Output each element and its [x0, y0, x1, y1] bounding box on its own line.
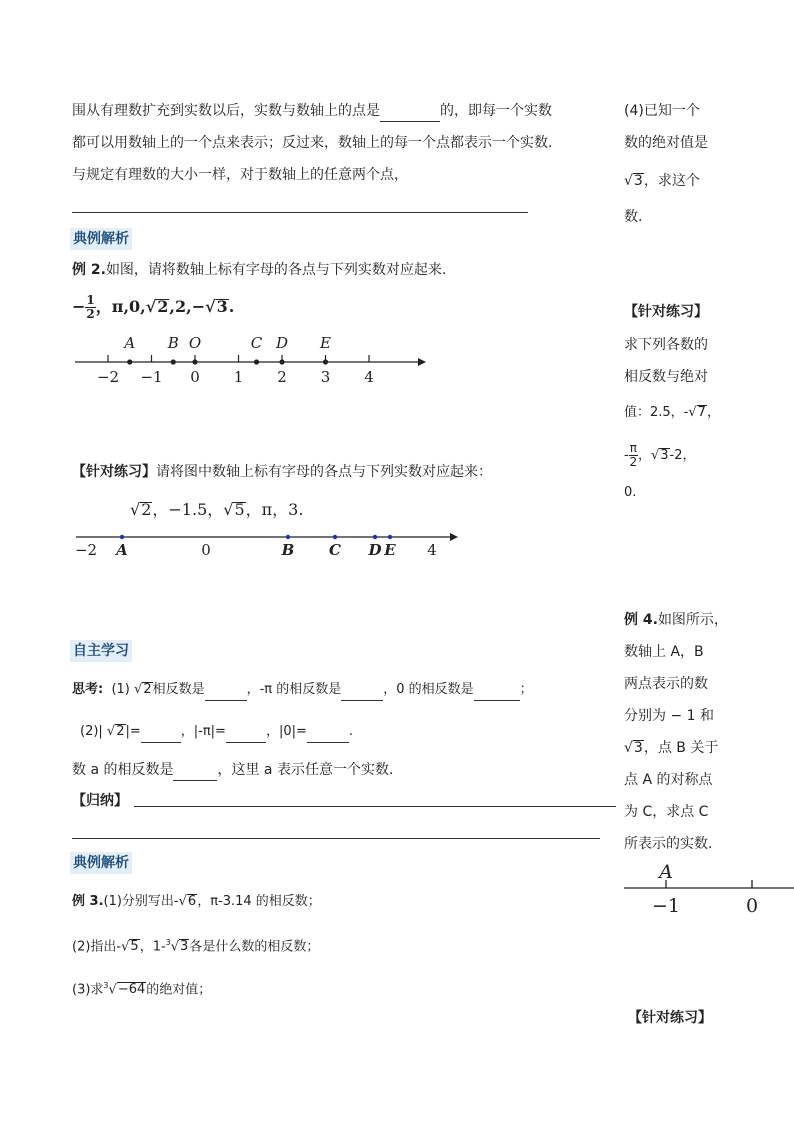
example-4-line-8: 所表示的实数. [624, 836, 713, 852]
example-4-line-3: 两点表示的数 [624, 676, 708, 692]
practice-right-line-2: 相反数与绝对 [624, 369, 708, 385]
tick-label: 0 [201, 541, 211, 559]
tick-label: 1 [233, 368, 244, 386]
point-label: C [250, 334, 263, 352]
point-E [323, 359, 328, 364]
number-line-1 [70, 330, 430, 390]
point-C [254, 359, 259, 364]
blank [307, 722, 349, 743]
example-3-part-3: (3)求$^3$√−64的绝对值； [72, 981, 212, 998]
intro-line-2: 都可以用数轴上的一个点来表示；反过来，数轴上的每一个点都表示一个实数. [72, 135, 553, 151]
point-A [120, 535, 124, 539]
tick-label: 2 [277, 368, 287, 386]
section-heading-self-study: 自主学习 [70, 640, 132, 662]
practice-label-right: 【针对练习】 [624, 304, 708, 320]
example-4-line-7: 为 C，求点 C [624, 804, 709, 820]
point-label: B [281, 541, 295, 559]
practice-right-line-5: 0. [624, 485, 637, 500]
point-label: E [384, 541, 396, 559]
summary-line-2 [72, 838, 600, 839]
q4-line-4: 数. [624, 209, 643, 225]
blank [341, 680, 383, 701]
intro-line-3: 与规定有理数的大小一样，对于数轴上的任意两个点， [72, 167, 408, 183]
practice-1-prompt: 【针对练习】请将图中数轴上标有字母的各点与下列实数对应起来： [72, 464, 492, 480]
summary-label: 【归纳】 [72, 793, 128, 809]
point-label: A [124, 334, 136, 352]
example-4-line-1: 例 4.如图所示， [624, 612, 728, 628]
example-2-prompt: 例 2.如图，请将数轴上标有字母的各点与下列实数对应起来. [72, 262, 447, 278]
fraction-pi-over-2: $\frac{\pi}{2}$ [629, 441, 638, 469]
q4-line-1: (4)已知一个 [624, 103, 700, 119]
example-4-line-6: 点 A 的对称点 [624, 772, 713, 788]
tick-label: −1 [140, 368, 163, 386]
q4-line-2: 数的绝对值是 [624, 135, 708, 151]
opposite-number-line: 数 a 的相反数是 ，这里 a 表示任意一个实数. [72, 760, 393, 781]
practice-right-line-3: 值：2.5，-√7， [624, 405, 720, 420]
practice-right-line-1: 求下列各数的 [624, 337, 708, 353]
think-line-2: (2)| √2|= ，|-π|= ，|0|= . [80, 722, 353, 743]
blank [141, 722, 181, 743]
tick-label: 4 [427, 541, 437, 559]
point-A [127, 359, 132, 364]
summary-line-1 [134, 806, 616, 807]
section-heading-example: 典例解析 [70, 228, 132, 250]
point-label: C [329, 541, 341, 559]
intro-line-1: 围从有理数扩充到实数以后，实数与数轴上的点是 的，即每一个实数 [72, 101, 552, 122]
q4-line-3: √3，求这个 [624, 173, 700, 189]
answer-line [72, 212, 528, 213]
point-label: D [368, 541, 382, 559]
example-2-numbers: − $\frac{1}{2}$ ，π,0,√2,2,−√3. [72, 293, 235, 321]
point-C [333, 535, 337, 539]
example-3-part-1: 例 3.(1)分别写出-√6，π-3.14 的相反数； [72, 894, 321, 909]
point-label: B [167, 334, 179, 352]
point-E [388, 535, 392, 539]
point-label: O [188, 334, 202, 352]
example-4-line-4: 分别为 − 1 和 [624, 708, 714, 724]
number-line-3 [620, 860, 794, 920]
point-label: A [659, 861, 673, 883]
tick-label: 0 [745, 895, 759, 917]
think-line-1: 思考: (1) √2相反数是 ，-π 的相反数是 ，0 的相反数是 ； [72, 680, 533, 701]
fraction-half: $\frac{1}{2}$ [86, 293, 95, 321]
blank-one-to-one [380, 101, 440, 122]
point-D [279, 359, 284, 364]
point-B [171, 359, 176, 364]
blank [226, 722, 266, 743]
tick-label: 0 [190, 368, 200, 386]
point-B [286, 535, 290, 539]
blank [474, 680, 520, 701]
example-3-part-2: (2)指出-√5，1-$^3$√3各是什么数的相反数； [72, 938, 320, 955]
example-4-line-2: 数轴上 A，B [624, 644, 704, 660]
tick-label: −1 [651, 895, 681, 917]
point-O [192, 359, 197, 364]
section-heading-example-2: 典例解析 [70, 852, 132, 874]
blank [205, 680, 247, 701]
point-D [373, 535, 377, 539]
point-label: D [275, 334, 289, 352]
tick-label: 3 [320, 368, 331, 386]
tick-label: 4 [364, 368, 374, 386]
blank [173, 760, 217, 781]
tick-label: −2 [96, 368, 120, 386]
number-line-2 [70, 522, 470, 566]
example-4-line-5: √3，点 B 关于 [624, 740, 719, 756]
point-label: A [116, 541, 128, 559]
practice-1-numbers: √2，−1.5，√5，π，3. [130, 500, 304, 519]
point-label: E [320, 334, 331, 352]
practice-right-line-4: - $\frac{\pi}{2}$ ，√3-2， [624, 441, 696, 469]
practice-label-right-2: 【针对练习】 [628, 1010, 712, 1026]
tick-label: −2 [74, 541, 98, 559]
